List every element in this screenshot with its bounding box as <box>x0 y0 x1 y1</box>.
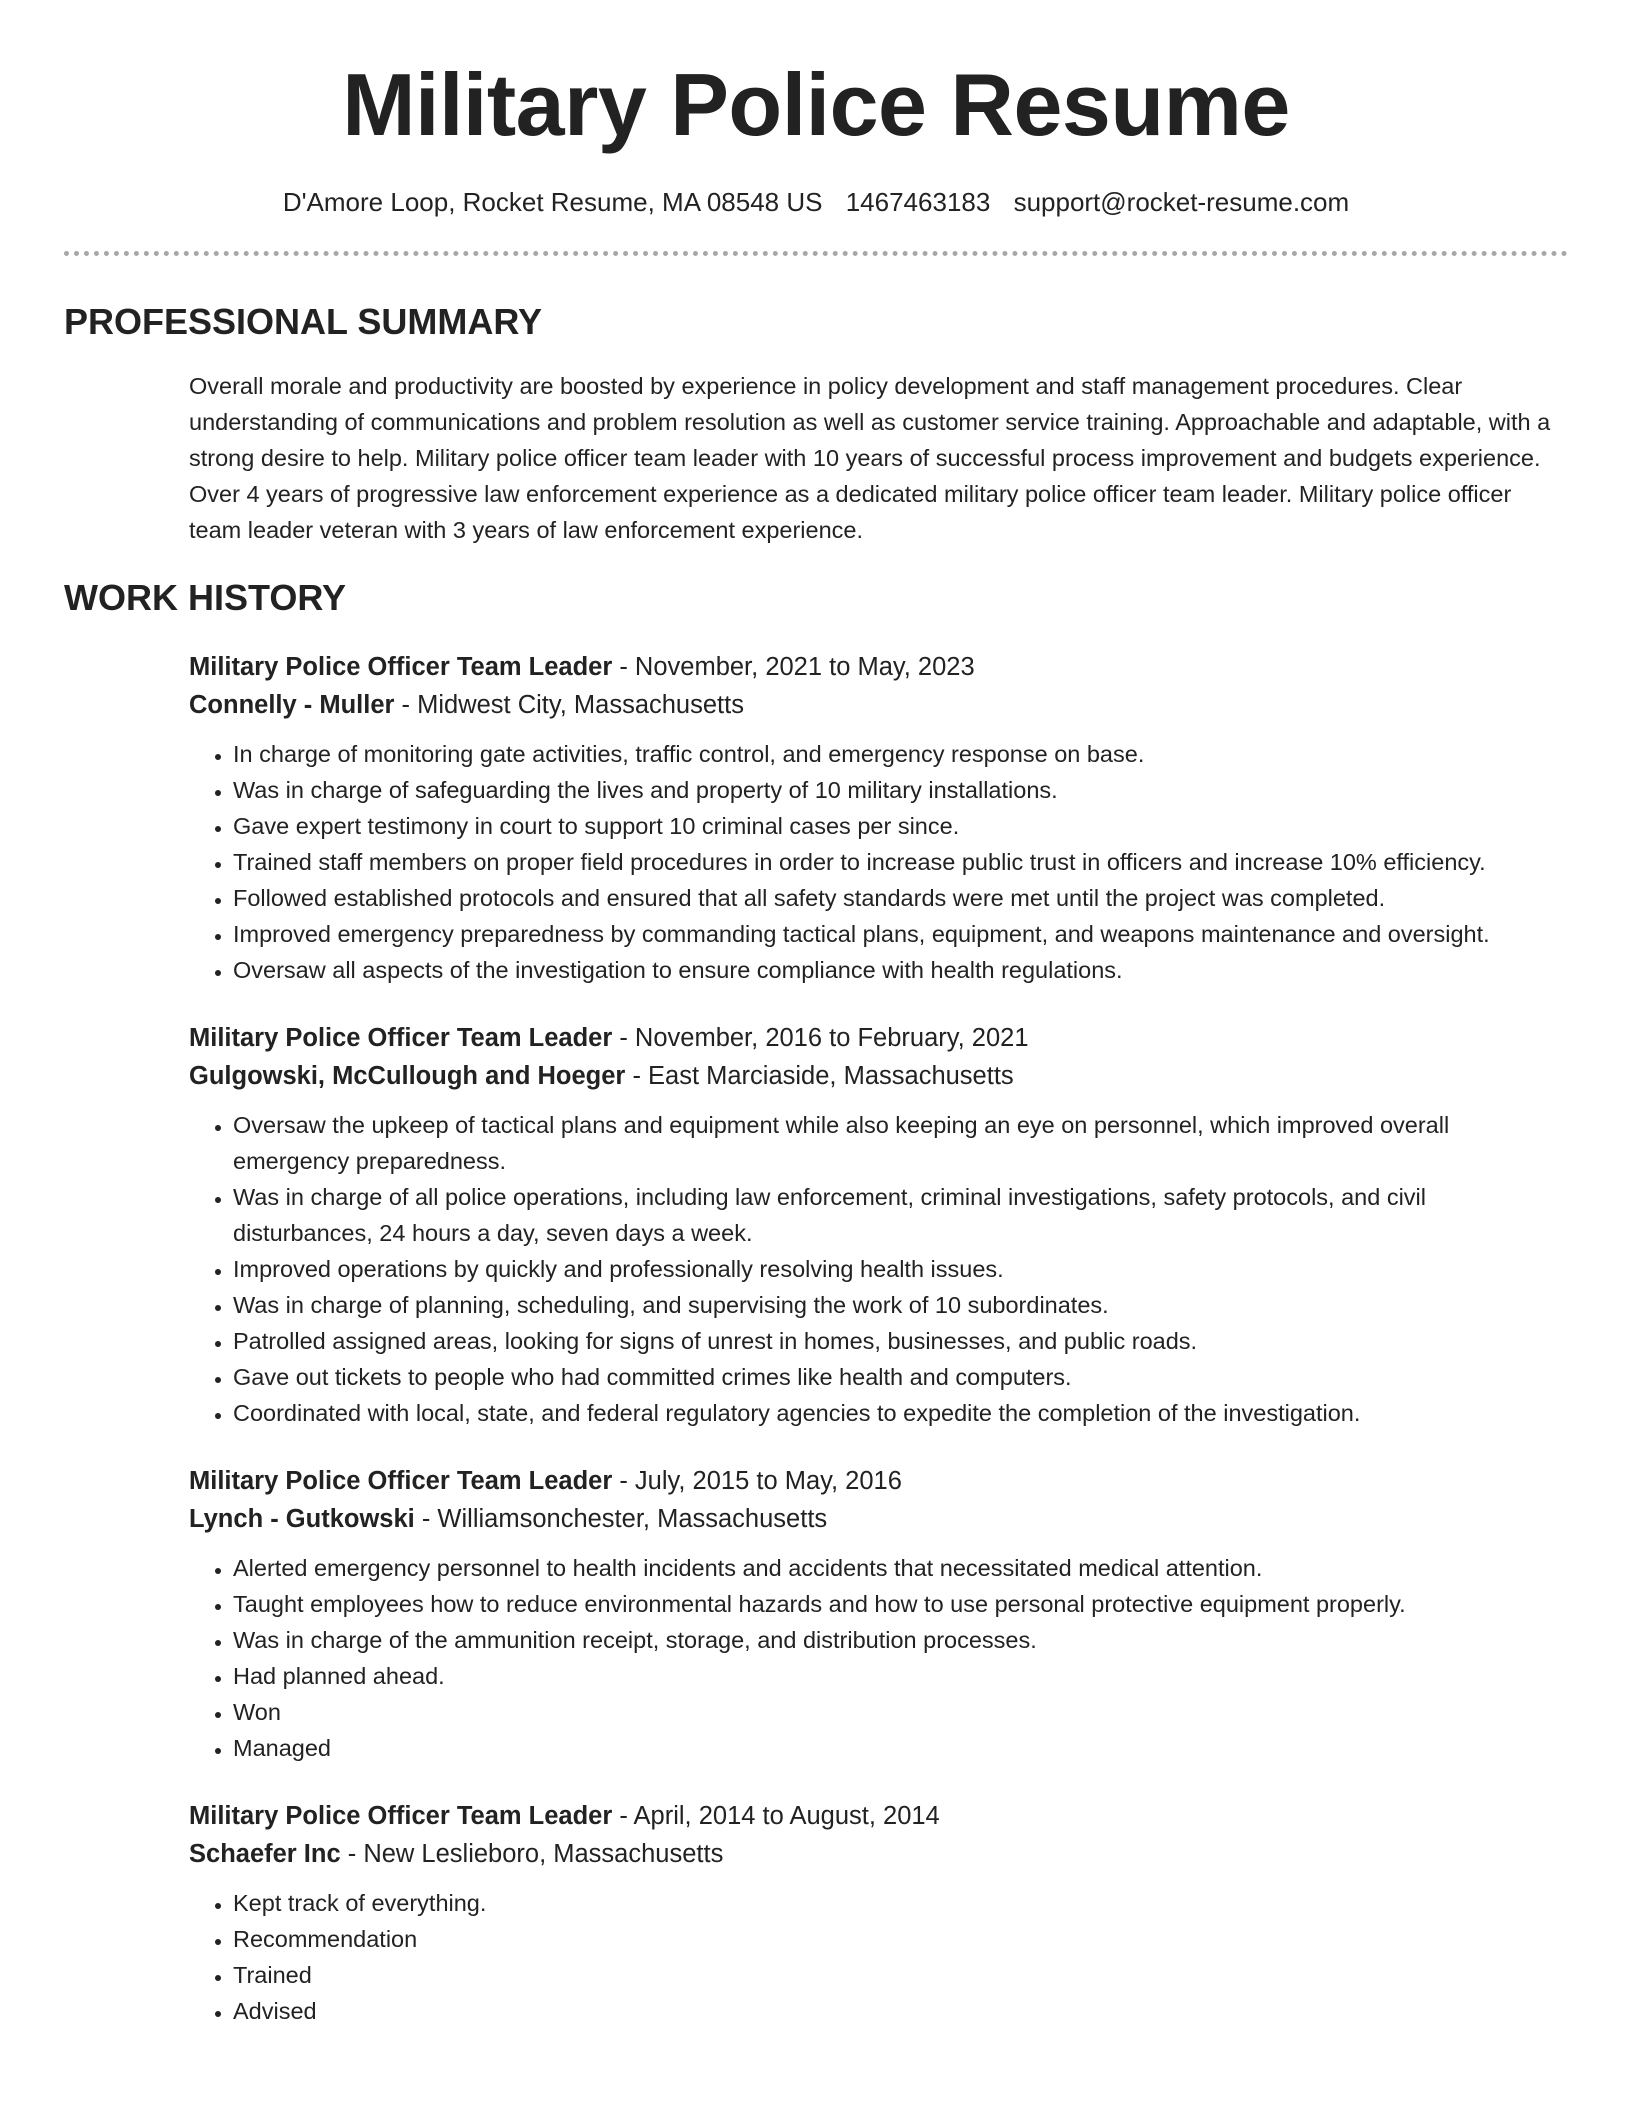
job-company-line <box>189 1500 1568 1538</box>
job-bullet-list <box>189 1885 1568 2029</box>
job-company-line <box>189 1057 1568 1095</box>
job-location: - New Leslieboro, Massachusetts <box>340 1840 724 1868</box>
job-bullet-list <box>189 1107 1568 1431</box>
job-title: Military Police Officer Team Leader <box>189 1467 613 1495</box>
job-title-line <box>189 1797 1568 1835</box>
job-bullet-list <box>189 1550 1568 1766</box>
job-dates: - April, 2014 to August, 2014 <box>612 1802 940 1830</box>
contact-email: support@rocket-resume.com <box>1013 187 1350 217</box>
job-bullet: • Coordinated with local, state, and federal regulatory agencies to expedite the completion of the investigation. <box>233 1395 1568 1431</box>
job-company: Lynch - Gutkowski <box>189 1505 415 1533</box>
job-bullet: • Taught employees how to reduce environmental hazards and how to use personal protective equipment properly. <box>233 1586 1568 1622</box>
job-location: - Midwest City, Massachusetts <box>394 691 744 719</box>
contact-line <box>64 185 1568 219</box>
job-bullet: • Improved emergency preparedness by commanding tactical plans, equipment, and weapons maintenance and oversight. <box>233 916 1568 952</box>
job-bullet: • Had planned ahead. <box>233 1658 1568 1694</box>
job-company: Gulgowski, McCullough and Hoeger <box>189 1062 626 1090</box>
job-bullet: • Trained <box>233 1957 1568 1993</box>
header-divider <box>64 251 1568 256</box>
job-company: Connelly - Muller <box>189 691 395 719</box>
job-bullet: • Gave expert testimony in court to support 10 criminal cases per since. <box>233 808 1568 844</box>
summary-text: Overall morale and productivity are boosted by experience in policy development and staff management procedures. Clear understanding of communications and problem resolution as well as customer service training. Approachable and adaptable, with a strong desire to help. Military police officer team leader with 10 years of successful process improvement and budgets experience. Over 4 years of progressive law enforcement experience as a dedicated military police officer team leader. Military police officer team leader veteran with 3 years of law enforcement experience. <box>189 373 1551 543</box>
job-bullet: • Followed established protocols and ensured that all safety standards were met until the project was completed. <box>233 880 1568 916</box>
job-title-line <box>189 1019 1568 1057</box>
work-history-heading: WORK HISTORY <box>64 577 347 618</box>
job-company: Schaefer Inc <box>189 1840 341 1868</box>
job-bullet: • Was in charge of planning, scheduling, and supervising the work of 10 subordinates. <box>233 1287 1568 1323</box>
job-bullet: • Kept track of everything. <box>233 1885 1568 1921</box>
job-bullet: • Gave out tickets to people who had committed crimes like health and computers. <box>233 1359 1568 1395</box>
job-bullet: • Managed <box>233 1730 1568 1766</box>
job-entry <box>189 648 1568 988</box>
job-bullet: • Alerted emergency personnel to health incidents and accidents that necessitated medical attention. <box>233 1550 1568 1586</box>
job-bullet: • Improved operations by quickly and professionally resolving health issues. <box>233 1251 1568 1287</box>
summary-heading: PROFESSIONAL SUMMARY <box>64 301 543 342</box>
job-bullet: • Advised <box>233 1993 1568 2029</box>
contact-address: D'Amore Loop, Rocket Resume, MA 08548 US <box>282 187 823 217</box>
job-bullet: • Won <box>233 1694 1568 1730</box>
job-title-line <box>189 648 1568 686</box>
job-bullet-list <box>189 736 1568 988</box>
job-company-line <box>189 1835 1568 1873</box>
job-bullet: • Oversaw all aspects of the investigation to ensure compliance with health regulations. <box>233 952 1568 988</box>
job-entry <box>189 1019 1568 1431</box>
job-company-line <box>189 686 1568 724</box>
job-dates: - November, 2021 to May, 2023 <box>612 653 975 681</box>
job-location: - Williamsonchester, Massachusetts <box>414 1505 828 1533</box>
job-bullet: • Recommendation <box>233 1921 1568 1957</box>
job-title: Military Police Officer Team Leader <box>189 1024 613 1052</box>
job-dates: - July, 2015 to May, 2016 <box>612 1467 902 1495</box>
job-entry <box>189 1797 1568 2029</box>
job-dates: - November, 2016 to February, 2021 <box>612 1024 1029 1052</box>
job-title: Military Police Officer Team Leader <box>189 653 613 681</box>
job-bullet: • Oversaw the upkeep of tactical plans and equipment while also keeping an eye on personnel, which improved overall emergency preparedness. <box>233 1107 1568 1179</box>
job-title: Military Police Officer Team Leader <box>189 1802 613 1830</box>
job-bullet: • Was in charge of the ammunition receipt, storage, and distribution processes. <box>233 1622 1568 1658</box>
job-title-line <box>189 1462 1568 1500</box>
job-bullet: • Trained staff members on proper field procedures in order to increase public trust in officers and increase 10% efficiency. <box>233 844 1568 880</box>
job-bullet: • Was in charge of safeguarding the lives and property of 10 military installations. <box>233 772 1568 808</box>
job-location: - East Marciaside, Massachusetts <box>625 1062 1014 1090</box>
job-bullet: • Was in charge of all police operations, including law enforcement, criminal investigations, safety protocols, and civil disturbances, 24 hours a day, seven days a week. <box>233 1179 1568 1251</box>
job-entry <box>189 1462 1568 1766</box>
job-bullet: • Patrolled assigned areas, looking for signs of unrest in homes, businesses, and public roads. <box>233 1323 1568 1359</box>
work-history-list <box>64 648 1568 2029</box>
contact-phone: 1467463183 <box>845 187 991 217</box>
job-bullet: • In charge of monitoring gate activities, traffic control, and emergency response on base. <box>233 736 1568 772</box>
resume-title: Military Police Resume <box>342 55 1290 154</box>
